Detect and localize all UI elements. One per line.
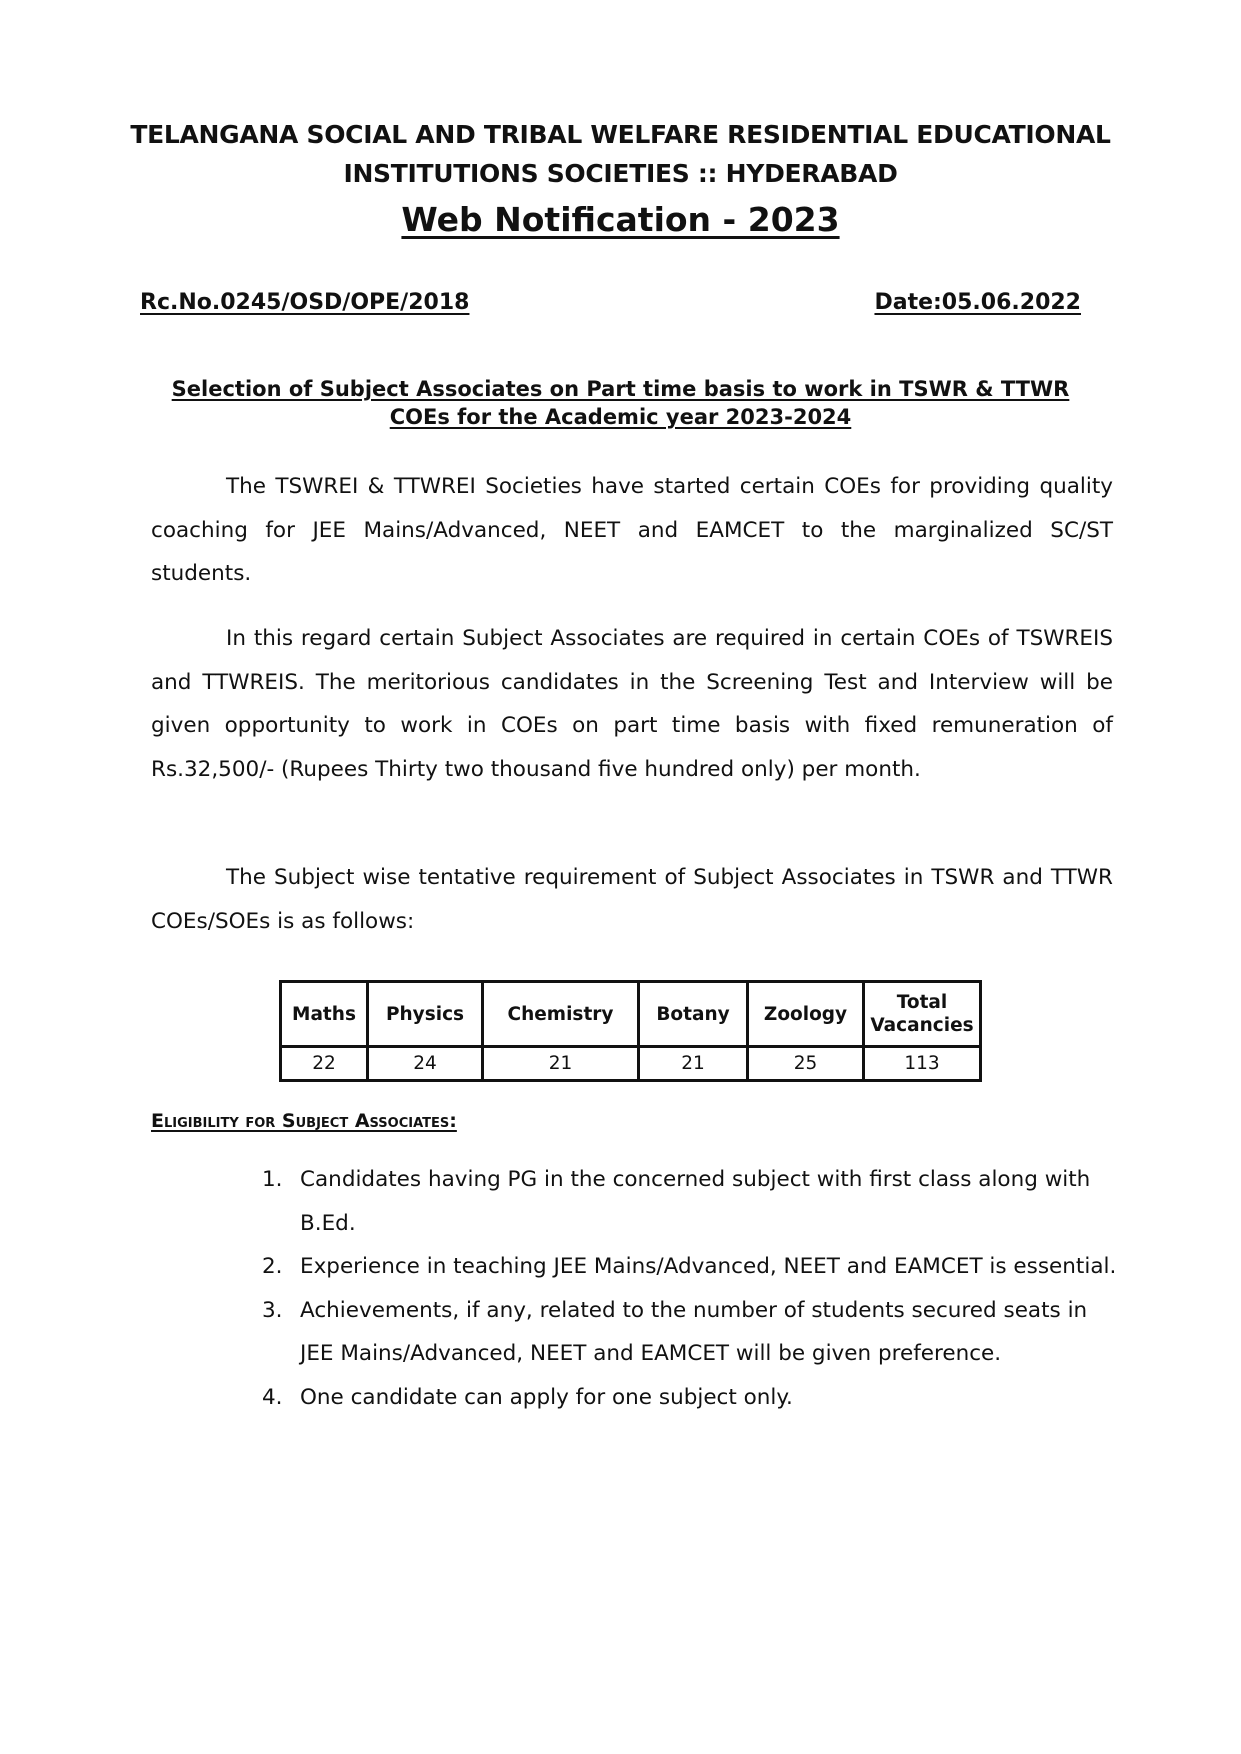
subject-heading	[0, 375, 1241, 431]
document-title	[0, 200, 1241, 239]
eligibility-item	[262, 1158, 1122, 1245]
value-physics: 24	[368, 1047, 483, 1081]
eligibility-item-text: Candidates having PG in the concerned subject with first class along with B.Ed.	[300, 1167, 1091, 1236]
value-zoology: 25	[748, 1047, 864, 1081]
header-chemistry: Chemistry	[483, 982, 639, 1047]
paragraph-table-intro: The Subject wise tentative requirement of Subject Associates in TSWR and TTWR COEs/SOEs is as follows:	[151, 865, 1113, 934]
eligibility-item	[262, 1289, 1122, 1376]
eligibility-item-text: Achievements, if any, related to the number of students secured seats in JEE Mains/Advanced, NEET and EAMCET will be given preference.	[300, 1297, 1088, 1366]
org-name-line-1: TELANGANA SOCIAL AND TRIBAL WELFARE RESIDENTIAL EDUCATIONAL	[130, 120, 1111, 149]
eligibility-list	[262, 1158, 1122, 1419]
value-total-vacancies: 113	[864, 1047, 981, 1081]
header-physics: Physics	[368, 982, 483, 1047]
vacancy-table	[279, 980, 982, 1082]
value-maths: 22	[281, 1047, 368, 1081]
value-botany: 21	[639, 1047, 748, 1081]
vacancy-table-values-row	[281, 1047, 981, 1081]
eligibility-item-number: 2.	[262, 1254, 283, 1279]
header-total-vacancies: Total Vacancies	[864, 982, 981, 1047]
eligibility-item	[262, 1376, 1122, 1420]
document-title-text: Web Notification - 2023	[401, 200, 840, 239]
org-name-line-2: INSTITUTIONS SOCIETIES :: HYDERABAD	[343, 159, 898, 188]
vacancy-table-header-row	[281, 982, 981, 1047]
eligibility-item	[262, 1245, 1122, 1289]
eligibility-item-text: One candidate can apply for one subject only.	[300, 1384, 793, 1410]
eligibility-item-number: 4.	[262, 1384, 283, 1410]
reference-number: Rc.No.0245/OSD/OPE/2018	[140, 290, 470, 315]
eligibility-item-text: Experience in teaching JEE Mains/Advanced, NEET and EAMCET is essential.	[300, 1254, 1117, 1279]
paragraph-requirement: In this regard certain Subject Associates are required in certain COEs of TSWREIS and TTWREIS. The meritorious candidates in the Screening Test and Interview will be given opportunity to work in COEs on part time basis with fixed remuneration of Rs.32,500/- (Rupees Thirty two thousand five hundred only) per month.	[151, 626, 1113, 782]
value-chemistry: 21	[483, 1047, 639, 1081]
paragraph-intro: The TSWREI & TTWREI Societies have started certain COEs for providing quality coaching for JEE Mains/Advanced, NEET and EAMCET to the marginalized SC/ST students.	[151, 474, 1113, 586]
eligibility-item-number: 3.	[262, 1297, 283, 1323]
eligibility-heading: Eligibility for Subject Associates:	[151, 1110, 457, 1132]
subject-line-2: COEs for the Academic year 2023-2024	[389, 405, 852, 429]
header-zoology: Zoology	[748, 982, 864, 1047]
eligibility-item-number: 1.	[262, 1167, 283, 1192]
header-maths: Maths	[281, 982, 368, 1047]
header-botany: Botany	[639, 982, 748, 1047]
subject-line-1: Selection of Subject Associates on Part time basis to work in TSWR & TTWR	[171, 377, 1070, 401]
notification-date: Date:05.06.2022	[874, 290, 1081, 315]
